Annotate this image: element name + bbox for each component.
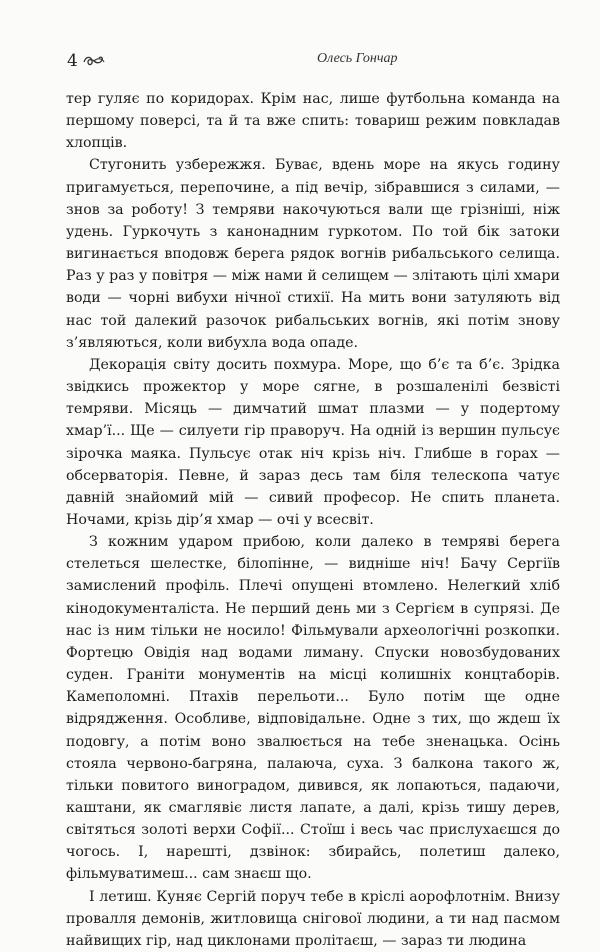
body-text bbox=[66, 88, 560, 952]
running-head-author: Олесь Гончар bbox=[317, 51, 398, 66]
paragraph: Декорація світу досить похмура. Море, що б’є та б’є. Зрідка звідкись прожектор у море сягне, в розшаленілі безвісті темряви. Місяць — димчатий шмат плазми — у подертому хмар’ї... Ще — силуети гір праворуч. На одній із вершин пульсує зірочка маяка. Пульсує отак ніч крізь ніч. Глибше в горах — обсерваторія. Певне, й зараз десь там біля телескопа чатує давній знайомий мій — сивий професор. Не спить планета. Ночами, крізь дір’я хмар — очі у всесвіт. bbox=[66, 356, 560, 528]
ornament-flourish-icon bbox=[82, 54, 106, 68]
paragraph: Стугонить узбережжя. Буває, вдень море на якусь годину пригамується, перепочине, а під вечір, зібравшися з силами, — знов за роботу! З темряви накочуються вали ще грізніші, ніж удень. Гуркочуть з канонадним гуркотом. По той бік затоки вигинається вподовж берега рядок вогнів рибальського селища. Раз у раз у повітря — між нами й селищем — злітають цілі хмари води — чорні вибухи нічної стихії. На мить вони затуляють від нас той далекий разочок рибальських вогнів, які потім знову з’являються, коли вибухла вода опаде. bbox=[66, 157, 560, 351]
page-number: 4 bbox=[67, 51, 78, 71]
page-header bbox=[67, 51, 557, 75]
paragraph: З кожним ударом прибою, коли далеко в темряві берега стелеться шелестке, білопінне, — видніше ніч! Бачу Сергіїв замислений профіль. Плечі опущені втомлено. Нелегкий хліб кінодокументаліста. Не перший день ми з Сергієм в супрязі. Де нас із ним тільки не носило! Фільмували археологічні розкопки. Фортецю Овідія над водами лиману. Спуски новозбудованих суден. Граніти монументів на місці колишніх концтаборів. Камеполомні. Птахів перельоти... Було потім ще одне відрядження. Особливе, відповідальне. Одне з тих, що ждеш їх подовгу, а потім воно звалюється на тебе зненацька. Осінь стояла червоно-багряна, палаюча, суха. З балкона такого ж, тільки повитого виноградом, дивився, як лопаються, падаючи, каштани, як смаглявіє листя лапате, а далі, крізь тишу дерев, світяться золоті верхи Софії... Стоїш і весь час прислухаєшся до чогось. І, нарешті, дзвінок: збирайсь, полетиш далеко, фільмуватимеш... сам знаєш що. bbox=[66, 534, 560, 883]
paragraph: І летиш. Куняє Сергій поруч тебе в кріслі аорофлотнім. Внизу провалля демонів, житловища снігової людини, а ти над пасмом найвищих гір, над циклонами пролітаєш, — зараз ти людина bbox=[66, 888, 560, 949]
paragraph: тер гуляє по коридорах. Крім нас, лише футбольна команда на першому поверсі, та й та вже спить: товариш режим повкладав хлопців. bbox=[66, 91, 560, 152]
